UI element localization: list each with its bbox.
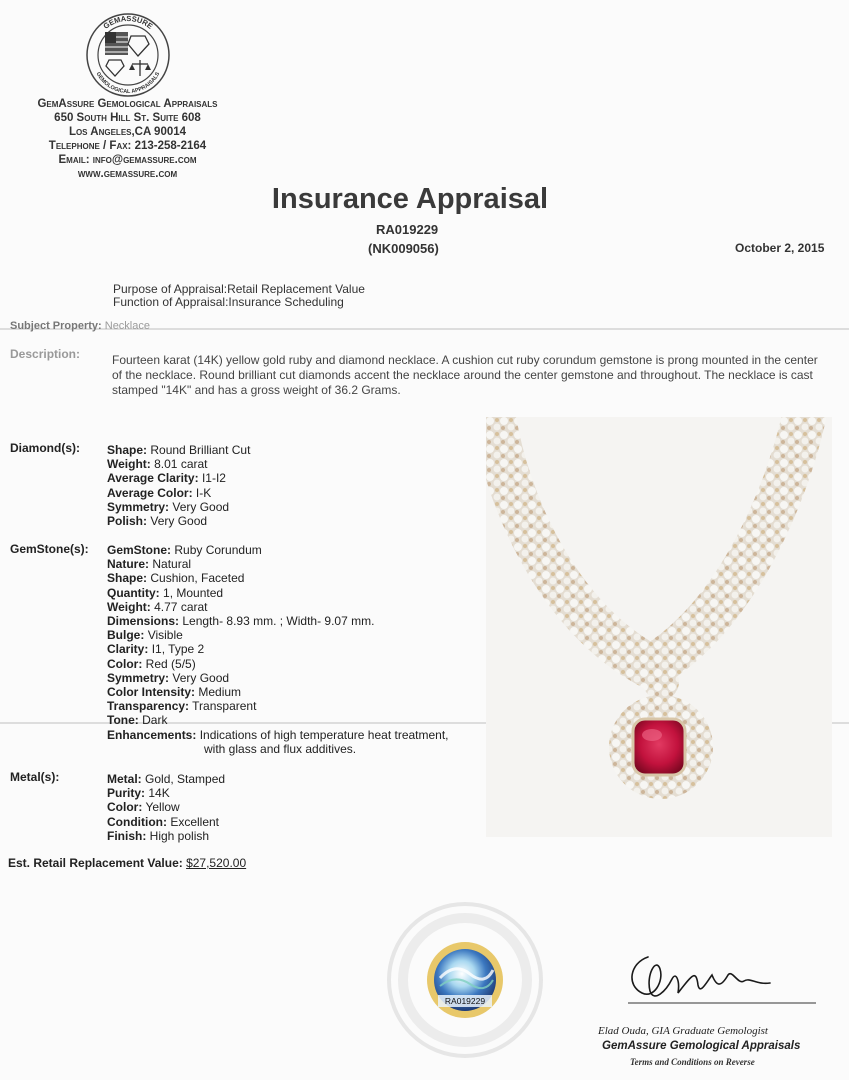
embossed-seal-hologram: [385, 900, 545, 1060]
company-phone: Telephone / Fax: 213-258-2164: [48, 140, 207, 152]
gemstone-details: [107, 543, 449, 756]
gemstone-transparency: Transparency: Transparent: [107, 699, 257, 714]
company-website: www.gemassure.com: [77, 168, 178, 180]
gemstone-label: GemStone(s):: [10, 542, 89, 556]
subject-property-label: Subject Property:: [10, 320, 102, 332]
valuation-amount: $27,520.00: [186, 856, 247, 870]
diamonds-details: [107, 443, 250, 528]
diamond-symmetry: Symmetry: Very Good: [107, 499, 230, 514]
gemstone-enhancements-cont: with glass and flux additives.: [204, 741, 357, 756]
description-label: Description:: [10, 347, 81, 361]
logo-emblem-icon: [105, 32, 151, 76]
metal-label: Metal(s):: [10, 770, 60, 784]
hologram-ref: RA019229: [444, 996, 486, 1006]
logo-ring-bottom: GEMOLOGICAL APPRAISALS: [94, 71, 162, 96]
signature: [620, 945, 820, 1015]
appraisal-date: October 2, 2015: [735, 241, 825, 255]
item-number: (NK009056): [368, 241, 439, 256]
metal-details: [107, 772, 225, 843]
diamond-weight: Weight: 8.01 carat: [107, 457, 208, 472]
company-email: Email: info@gemassure.com: [58, 154, 197, 166]
metal-color: Color: Yellow: [107, 800, 180, 815]
svg-text:GEMASSURE: [102, 14, 155, 31]
gemstone-shape: Shape: Cushion, Faceted: [107, 571, 245, 586]
gemstone-type: GemStone: Ruby Corundum: [107, 543, 262, 557]
necklace-photo: [486, 417, 832, 837]
diamond-color: Average Color: I-K: [107, 485, 212, 500]
diamond-polish: Polish: Very Good: [107, 514, 208, 529]
metal-type: Metal: Gold, Stamped: [107, 772, 226, 786]
diamonds-label: Diamond(s):: [10, 441, 80, 455]
valuation-label: Est. Retail Replacement Value:: [8, 856, 183, 870]
gemstone-nature: Nature: Natural: [107, 557, 192, 572]
appraisal-number: RA019229: [376, 222, 439, 237]
gemstone-enhancements: Enhancements: Indications of high temperature heat treatment,: [107, 727, 449, 742]
company-address-line2: Los Angeles,CA 90014: [68, 126, 187, 138]
gemologist-company: GemAssure Gemological Appraisals: [602, 1040, 801, 1052]
gemstone-color-intensity: Color Intensity: Medium: [107, 685, 242, 700]
document-title: Insurance Appraisal: [271, 183, 549, 215]
metal-finish: Finish: High polish: [107, 828, 210, 843]
gemstone-bulge: Bulge: Visible: [107, 628, 183, 643]
company-name: GemAssure Gemological Appraisals: [37, 98, 218, 110]
gemstone-tone: Tone: Dark: [107, 713, 168, 728]
gemologist-name: Elad Ouda, GIA Graduate Gemologist: [598, 1025, 768, 1037]
logo-ring-top: GEMASSURE: [101, 13, 155, 31]
gemstone-weight: Weight: 4.77 carat: [107, 599, 208, 614]
terms-note: Terms and Conditions on Reverse: [630, 1057, 755, 1067]
description-text: Fourteen karat (14K) yellow gold ruby and diamond necklace. A cushion cut ruby corundum gemstone is prong mounted in the center of the necklace. Round brilliant cut diamonds accent the necklace around the center gemstone and throughout. The necklace is cast stamped "14K" and has a gross weight of 36.2 Grams.: [112, 353, 818, 397]
gemstone-quantity: Quantity: 1, Mounted: [107, 585, 224, 600]
subject-property: [10, 320, 150, 332]
diamond-clarity: Average Clarity: I1-I2: [107, 471, 226, 486]
metal-purity: Purity: 14K: [107, 786, 170, 801]
gemstone-clarity: Clarity: I1, Type 2: [107, 642, 205, 657]
valuation: [8, 856, 246, 870]
gemstone-dimensions: Dimensions: Length- 8.93 mm. ; Width- 9.07 mm.: [107, 614, 375, 629]
gemstone-color: Color: Red (5/5): [107, 656, 196, 671]
gemstone-symmetry: Symmetry: Very Good: [107, 670, 230, 685]
subject-property-value: Necklace: [104, 320, 150, 332]
function-of-appraisal: Function of Appraisal:Insurance Scheduling: [113, 295, 344, 309]
company-address-line1: 650 South Hill St. Suite 608: [54, 112, 201, 124]
gemassure-logo: [85, 12, 171, 98]
purpose-of-appraisal: Purpose of Appraisal:Retail Replacement Value: [113, 282, 365, 296]
diamond-shape: Shape: Round Brilliant Cut: [107, 443, 251, 457]
metal-condition: Condition: Excellent: [107, 814, 220, 829]
